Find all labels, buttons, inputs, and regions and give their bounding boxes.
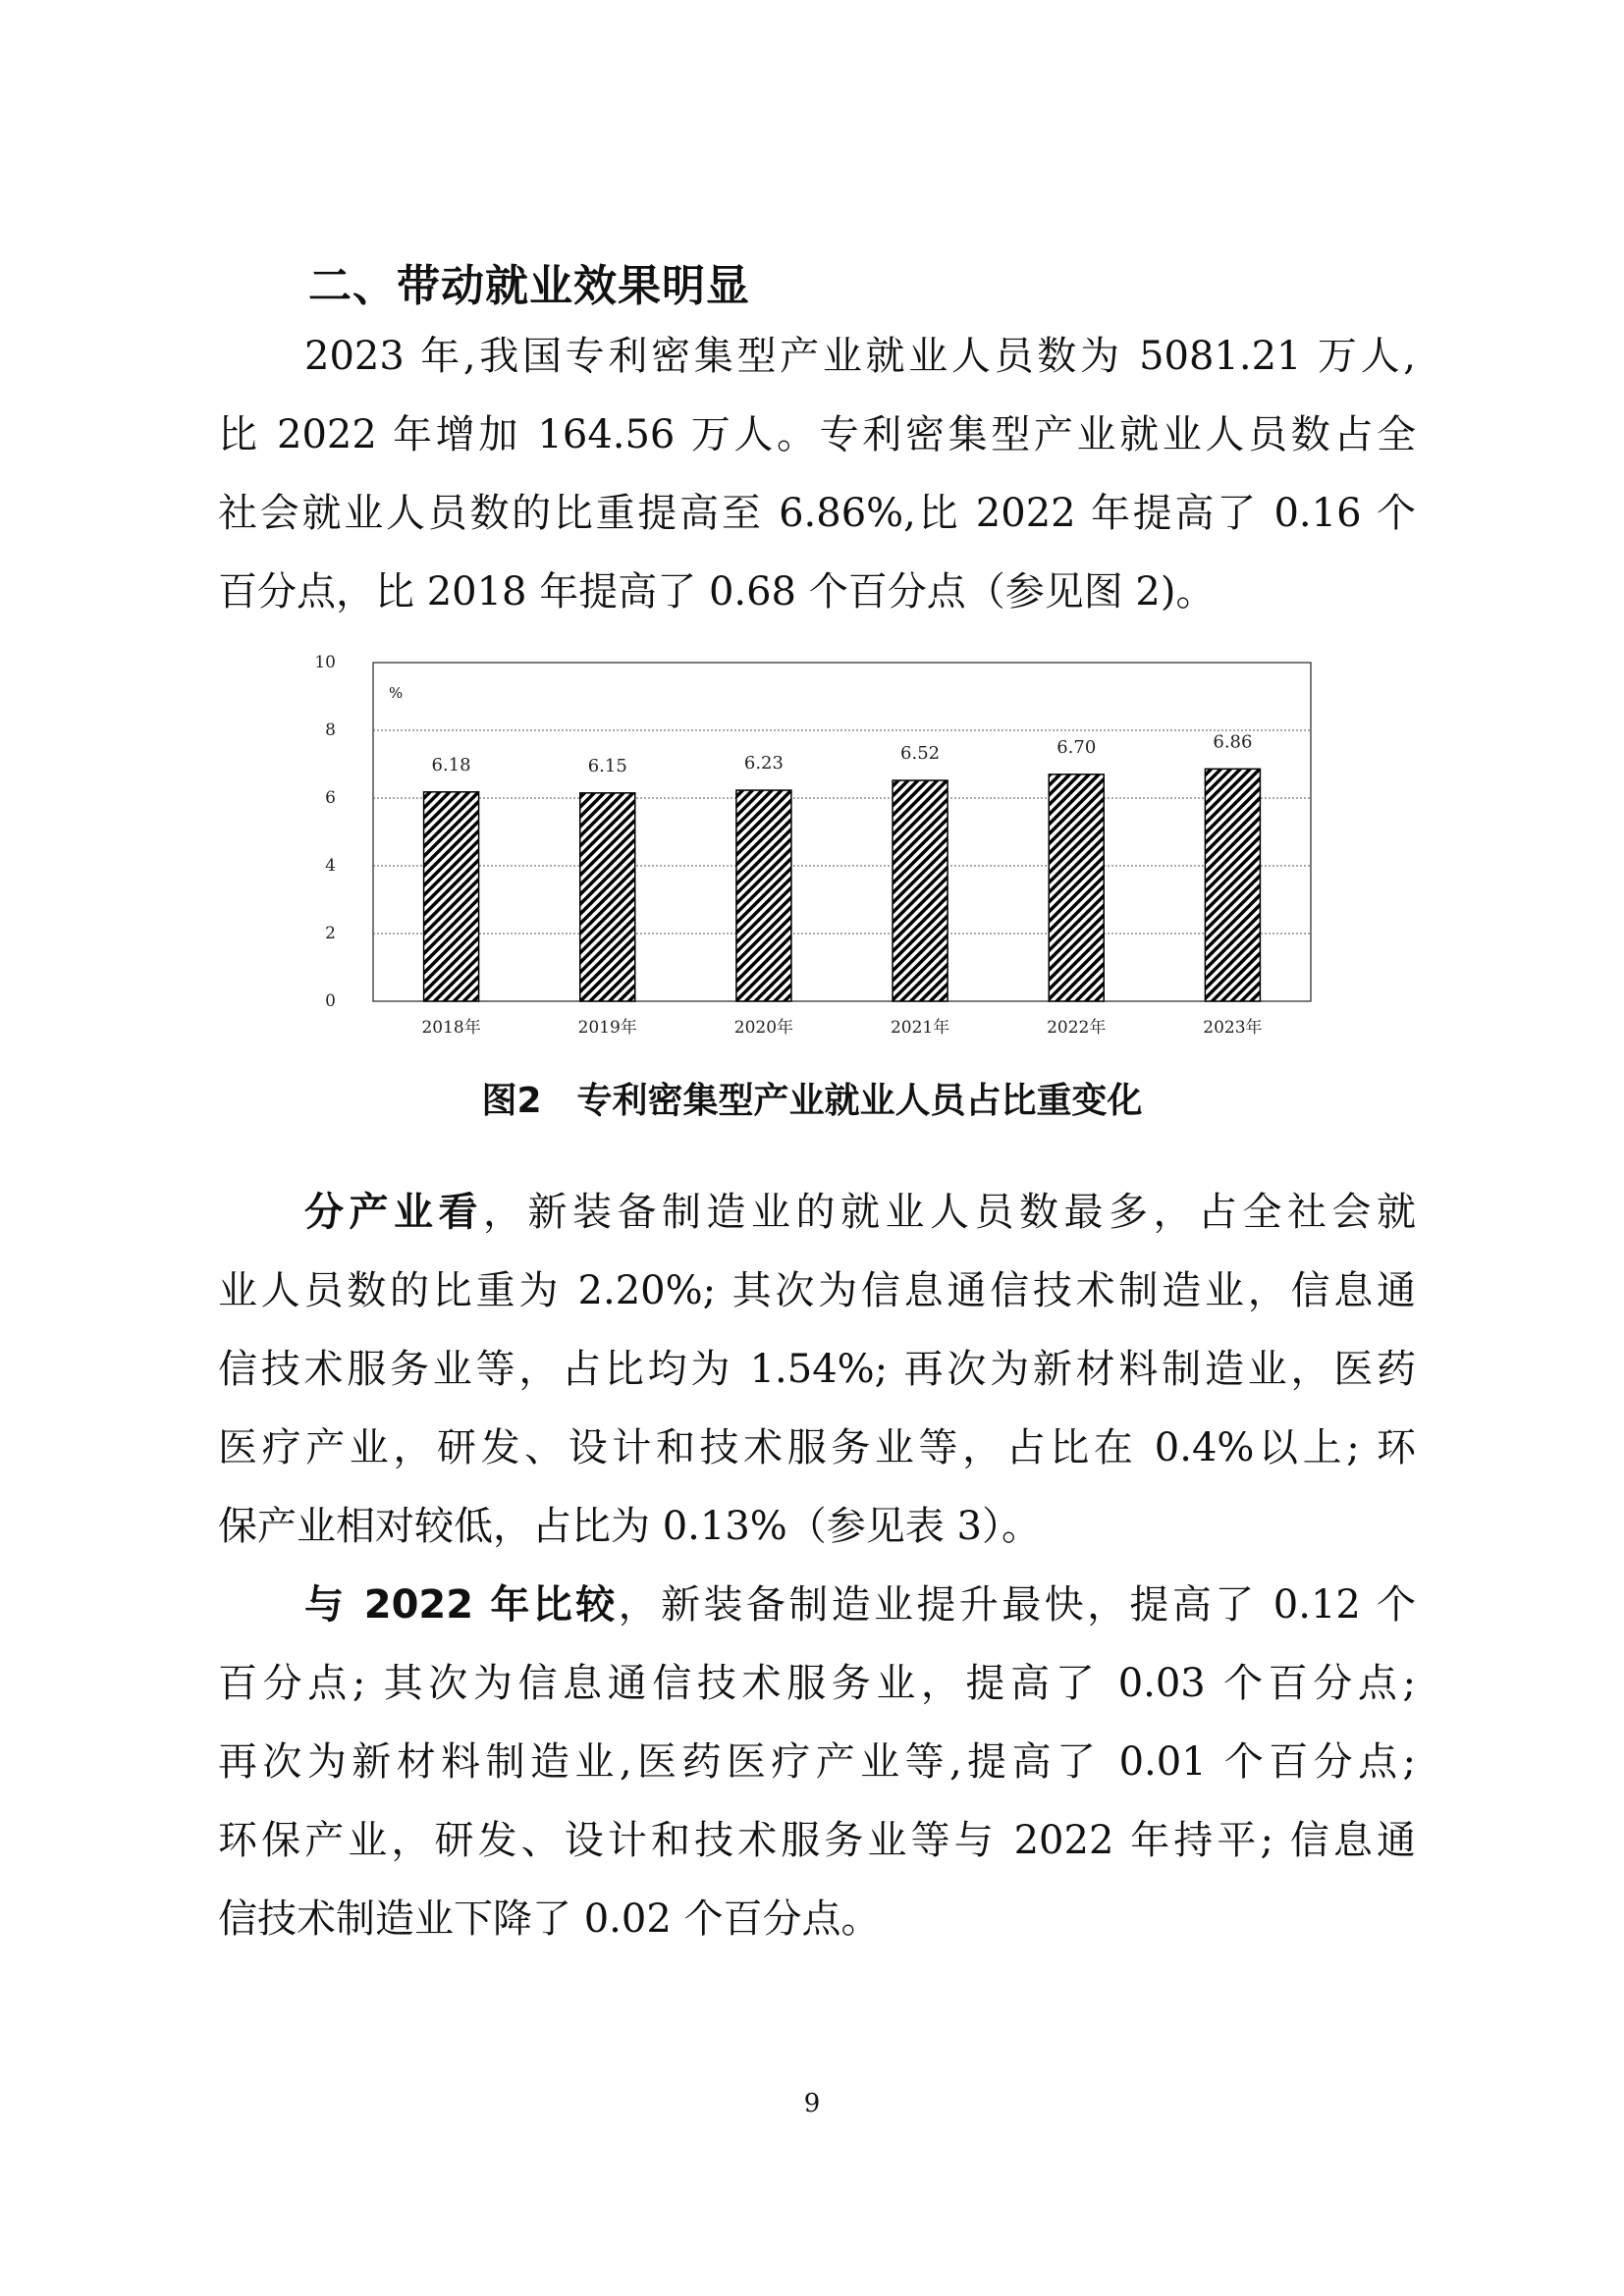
paragraph-line: 信技术制造业下降了 0.02 个百分点。 <box>218 1896 881 1942</box>
bar <box>580 793 635 1001</box>
chart-caption: 图2 专利密集型产业就业人员占比重变化 <box>481 1081 1143 1121</box>
bar <box>1205 769 1260 1001</box>
y-tick-label: 4 <box>325 856 336 876</box>
bar-value-label: 6.52 <box>900 743 941 765</box>
x-tick-label: 2018年 <box>421 1018 481 1038</box>
plot-frame <box>373 663 1311 1001</box>
paragraph-line: 比 2022 年增加 164.56 万人。专利密集型产业就业人员数占全 <box>218 412 1416 457</box>
chart-svg <box>314 643 1335 1055</box>
bar <box>1049 774 1104 1001</box>
y-tick-label: 8 <box>325 721 336 740</box>
y-tick-label: 10 <box>314 653 336 672</box>
bar-value-label: 6.23 <box>743 753 784 774</box>
paragraph-line: 信技术服务业等，占比均为 1.54%; 再次为新材料制造业，医药 <box>218 1347 1416 1392</box>
paragraph-line: 社会就业人员数的比重提高至 6.86%,比 2022 年提高了 0.16 个 <box>218 491 1416 536</box>
bar-value-label: 6.15 <box>587 755 627 776</box>
section-heading: 二、带动就业效果明显 <box>308 261 750 311</box>
paragraph-line: 环保产业，研发、设计和技术服务业等与 2022 年持平; 信息通 <box>218 1818 1416 1863</box>
paragraph-vs-2022 <box>218 1566 1416 1958</box>
bar <box>736 790 791 1001</box>
page-number: 9 <box>803 2089 821 2118</box>
paragraph-lead: 分产业看 <box>304 1190 483 1235</box>
paragraph-line-rest: ，新装备制造业提升最快，提高了 0.12 个 <box>618 1582 1416 1628</box>
employment-share-chart <box>314 643 1335 1055</box>
paragraph-line: 业人员数的比重为 2.20%; 其次为信息通信技术制造业，信息通 <box>218 1268 1416 1313</box>
x-tick-label: 2023年 <box>1203 1018 1263 1038</box>
paragraph-line: 2023 年,我国专利密集型产业就业人员数为 5081.21 万人, <box>304 334 1416 379</box>
paragraph-line: 百分点; 其次为信息通信技术服务业，提高了 0.03 个百分点; <box>218 1661 1416 1706</box>
y-tick-label: 0 <box>325 991 336 1011</box>
paragraph-line: 百分点，比 2018 年提高了 0.68 个百分点（参见图 2)。 <box>218 569 1216 614</box>
paragraph-line-rest: ，新装备制造业的就业人员数最多，占全社会就 <box>483 1190 1416 1235</box>
paragraph-line: 保产业相对较低，占比为 0.13%（参见表 3）。 <box>218 1504 1041 1549</box>
paragraph-employment-summary <box>218 317 1416 631</box>
paragraph-line <box>218 1173 1416 1252</box>
bar-value-label: 6.70 <box>1056 736 1097 758</box>
x-tick-label: 2022年 <box>1047 1018 1107 1038</box>
paragraph-by-industry <box>218 1173 1416 1566</box>
x-tick-label: 2021年 <box>890 1018 950 1038</box>
paragraph-line: 医疗产业，研发、设计和技术服务业等，占比在 0.4%以上; 环 <box>218 1425 1416 1470</box>
paragraph-line <box>218 1566 1416 1644</box>
bar <box>424 792 479 1001</box>
paragraph-line: 再次为新材料制造业,医药医疗产业等,提高了 0.01 个百分点; <box>218 1739 1416 1785</box>
y-tick-label: 6 <box>325 788 336 808</box>
bar-value-label: 6.18 <box>431 754 471 775</box>
paragraph-lead: 与 2022 年比较 <box>304 1582 619 1628</box>
x-tick-label: 2019年 <box>577 1018 637 1038</box>
x-tick-label: 2020年 <box>733 1018 794 1038</box>
chart-unit-label: % <box>389 684 404 702</box>
y-tick-label: 2 <box>325 924 336 943</box>
bar-value-label: 6.86 <box>1213 731 1253 753</box>
bar <box>893 780 947 1001</box>
